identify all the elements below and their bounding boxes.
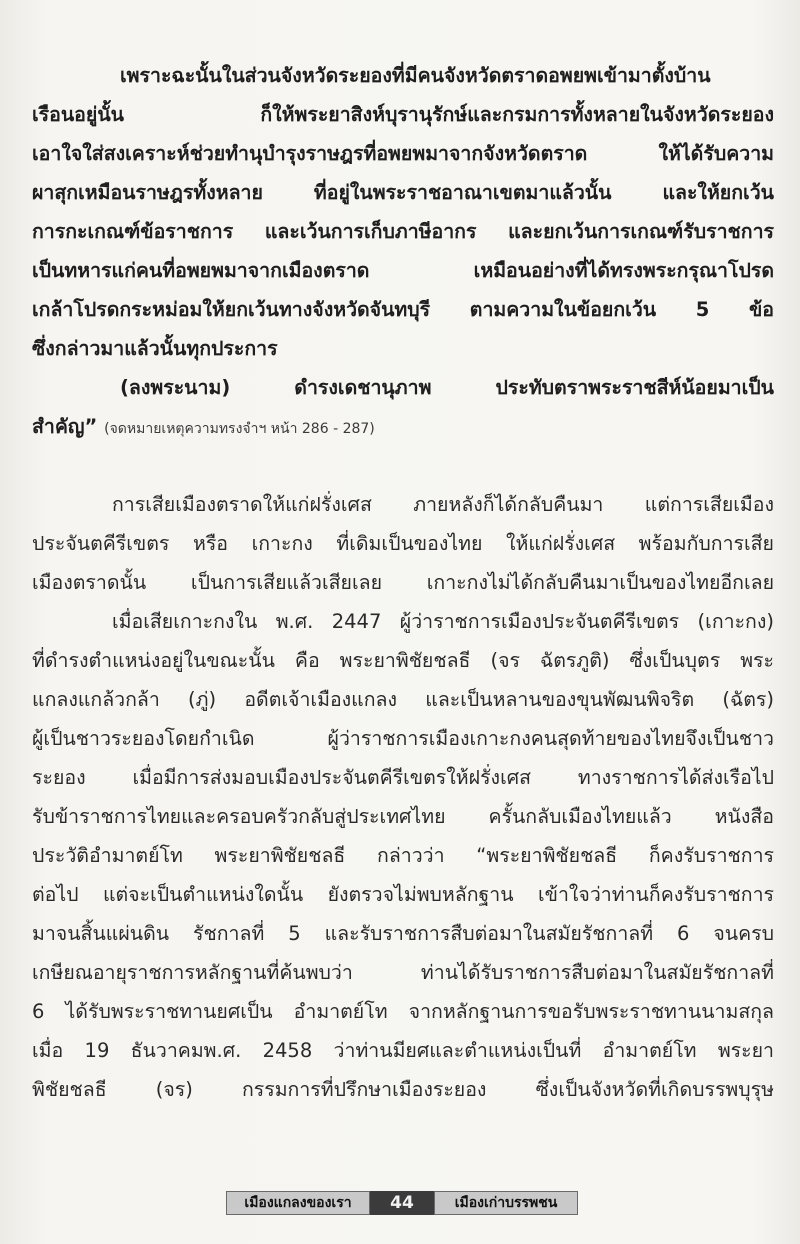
text-line: เป็นทหารแก่คนที่อพยพมาจากเมืองตราด เหมือนอย่างที่ได้ทรงพระกรุณาโปรด [32,259,774,282]
text-line: รับข้าราชการไทยและครอบครัวกลับสู่ประเทศไทย ครั้นกลับเมืองไทยแล้ว หนังสือ [32,805,774,828]
citation: (จดหมายเหตุความทรงจำฯ หน้า 286 - 287) [104,421,375,437]
signature-end-line [32,407,774,446]
text-line: มาจนสิ้นแผ่นดิน รัชกาลที่ 5 และรับราชการสืบต่อมาในสมัยรัชกาลที่ 6 จนครบ [32,922,774,945]
text-line: ผาสุกเหมือนราษฎรทั้งหลาย ที่อยู่ในพระราชอาณาเขตมาแล้วนั้น และให้ยกเว้น [32,181,774,204]
text-line: ประจันตคีรีเขตร หรือ เกาะกง ที่เดิมเป็นของไทย ให้แก่ฝรั่งเศส พร้อมกับการเสีย [32,532,774,555]
text-line: ผู้เป็นชาวระยองโดยกำเนิด ผู้ว่าราชการเมืองเกาะกงคนสุดท้ายของไทยจึงเป็นชาว [32,727,774,750]
text-line: เกษียณอายุราชการหลักฐานที่ค้นพบว่า ท่านได้รับราชการสืบต่อมาในสมัยรัชกาลที่ [32,961,774,984]
footer-book-title-right: เมืองเก่าบรรพชน [434,1191,578,1215]
signature-end: สำคัญ” [32,415,98,438]
signature-line: (ลงพระนาม) ดำรงเดชานุภาพ ประทับตราพระราชสีห์น้อยมาเป็น [120,376,774,399]
letter-quote-block [32,56,774,446]
text-line: ระยอง เมื่อมีการส่งมอบเมืองประจันตคีรีเขตรให้ฝรั่งเศส ทางราชการได้ส่งเรือไป [32,766,774,789]
text-line: เมื่อ 19 ธันวาคมพ.ศ. 2458 ว่าท่านมียศและตำแหน่งเป็นที่ อำมาตย์โท พระยา [32,1039,774,1062]
text-line: เพราะฉะนั้นในส่วนจังหวัดระยองที่มีคนจังหวัดตราดอพยพเข้ามาตั้งบ้าน [120,64,711,87]
page-footer [226,1191,578,1215]
text-line: ประวัติอำมาตย์โท พระยาพิชัยชลธี กล่าวว่า “พระยาพิชัยชลธี ก็คงรับราชการ [32,844,774,867]
text-line: แกลงแกล้วกล้า (ภู่) อดีตเจ้าเมืองแกลง และเป็นหลานของขุนพัฒนพิจริต (ฉัตร) [32,688,774,711]
text-line: พิชัยชลธี (จร) กรรมการที่ปรึกษาเมืองระยอง ซึ่งเป็นจังหวัดที่เกิดบรรพบุรุษ [32,1078,774,1101]
text-line: 6 ได้รับพระราชทานยศเป็น อำมาตย์โท จากหลักฐานการขอรับพระราชทานนามสกุล [32,1000,774,1023]
text-line: การเสียเมืองตราดให้แก่ฝรั่งเศส ภายหลังก็ได้กลับคืนมา แต่การเสียเมือง [112,493,774,516]
text-line: เมื่อเสียเกาะกงใน พ.ศ. 2447 ผู้ว่าราชการเมืองประจันตคีรีเขตร (เกาะกง) [112,610,774,633]
page-number: 44 [370,1191,434,1215]
text-line: ซึ่งกล่าวมาแล้วนั้นทุกประการ [32,337,278,360]
text-line: ที่ดำรงตำแหน่งอยู่ในขณะนั้น คือ พระยาพิชัยชลธี (จร ฉัตรภูติ) ซึ่งเป็นบุตร พระ [32,649,774,672]
text-line: เรือนอยู่นั้น ก็ให้พระยาสิงห์บุรานุรักษ์และกรมการทั้งหลายในจังหวัดระยอง [32,103,774,126]
text-line: เกล้าโปรดกระหม่อมให้ยกเว้นทางจังหวัดจันทบุรี ตามความในข้อยกเว้น 5 ข้อ [32,298,774,321]
body-text-block [32,485,774,1109]
footer-book-title-left: เมืองแกลงของเรา [226,1191,370,1215]
text-line: การกะเกณฑ์ข้อราชการ และเว้นการเก็บภาษีอากร และยกเว้นการเกณฑ์รับราชการ [32,220,774,243]
text-line: เอาใจใส่สงเคราะห์ช่วยทำนุบำรุงราษฎรที่อพยพมาจากจังหวัดตราด ให้ได้รับความ [32,142,774,165]
text-line: ต่อไป แต่จะเป็นตำแหน่งใดนั้น ยังตรวจไม่พบหลักฐาน เข้าใจว่าท่านก็คงรับราชการ [32,883,774,906]
text-line: เมืองตราดนั้น เป็นการเสียแล้วเสียเลย เกาะกงไม่ได้กลับคืนมาเป็นของไทยอีกเลย [32,571,774,594]
